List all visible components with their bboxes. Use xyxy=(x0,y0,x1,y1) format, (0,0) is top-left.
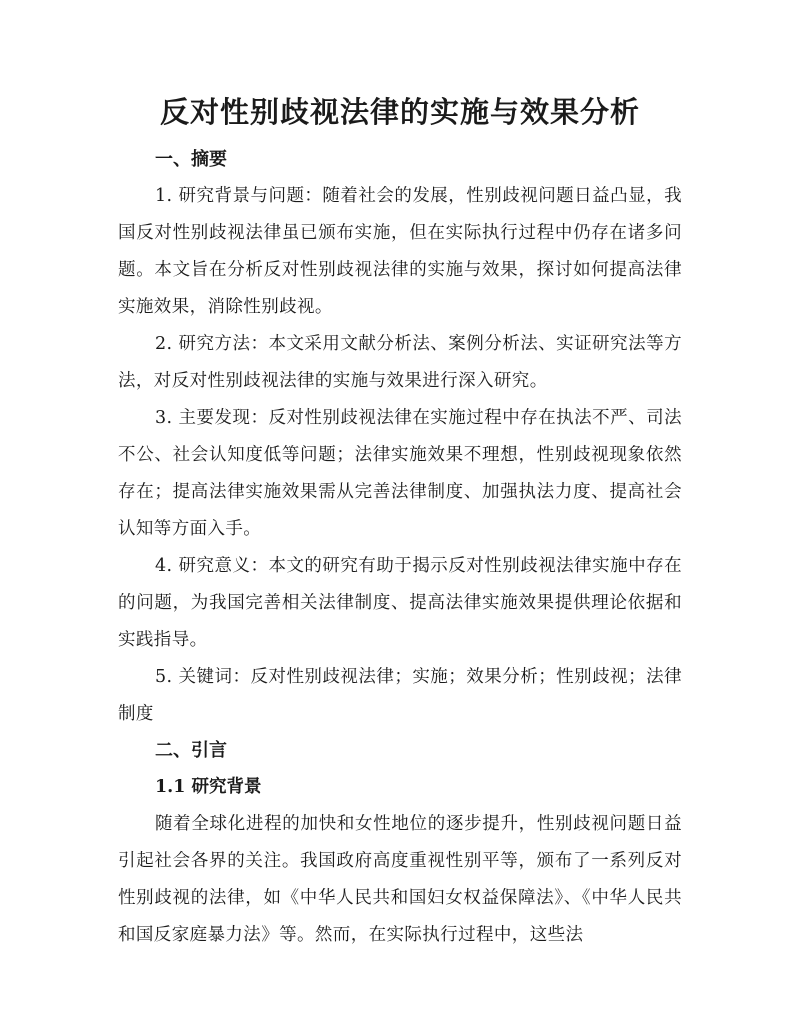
abstract-heading: 一、摘要 xyxy=(155,149,227,170)
introduction-section xyxy=(118,733,682,954)
abstract-item-findings: 3. 主要发现：反对性别歧视法律在实施过程中存在执法不严、司法不公、社会认知度低等问题；法律实施效果不理想，性别歧视现象依然存在；提高法律实施效果需从完善法律制度、加强执法力度、提高社会认知等方面入手。 xyxy=(118,408,682,539)
abstract-item-background: 1. 研究背景与问题：随着社会的发展，性别歧视问题日益凸显，我国反对性别歧视法律虽已颁布实施，但在实际执行过程中仍存在诸多问题。本文旨在分析反对性别歧视法律的实施与效果，探讨如何提高法律实施效果，消除性别歧视。 xyxy=(118,186,682,317)
research-background-subheading: 1.1 研究背景 xyxy=(155,777,262,797)
introduction-heading: 二、引言 xyxy=(155,740,227,761)
abstract-item-significance: 4. 研究意义：本文的研究有助于揭示反对性别歧视法律实施中存在的问题，为我国完善相关法律制度、提高法律实施效果提供理论依据和实践指导。 xyxy=(118,556,682,650)
abstract-item-methods: 2. 研究方法：本文采用文献分析法、案例分析法、实证研究法等方法，对反对性别歧视法律的实施与效果进行深入研究。 xyxy=(118,334,682,391)
abstract-section xyxy=(118,142,682,733)
document-title: 反对性别歧视法律的实施与效果分析 xyxy=(159,95,640,129)
research-background-paragraph: 随着全球化进程的加快和女性地位的逐步提升，性别歧视问题日益引起社会各界的关注。我国政府高度重视性别平等，颁布了一系列反对性别歧视的法律，如《中华人民共和国妇女权益保障法》、《中华人民共和国反家庭暴力法》等。然而，在实际执行过程中，这些法 xyxy=(118,814,682,945)
abstract-item-keywords: 5. 关键词：反对性别歧视法律；实施；效果分析；性别歧视；法律制度 xyxy=(118,667,682,724)
